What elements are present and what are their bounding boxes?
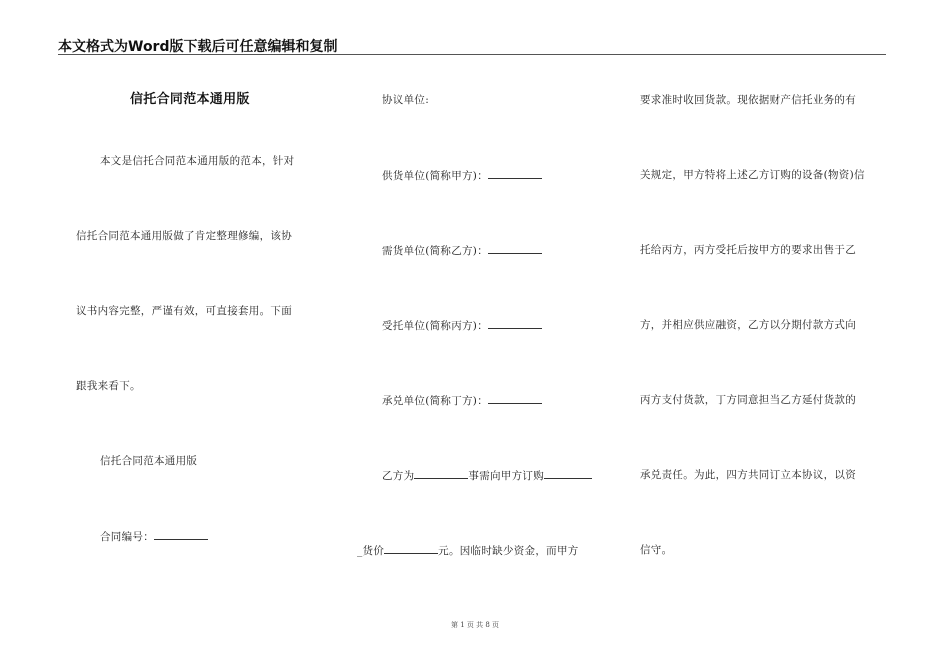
party-c-label: 受托单位(简称丙方)： — [382, 320, 488, 332]
party-d-label: 承兑单位(简称丁方)： — [382, 395, 488, 407]
price-blank — [384, 544, 438, 554]
party-a-blank — [488, 169, 542, 179]
contract-number-field — [100, 530, 208, 543]
intro-line-1: 本文是信托合同范本通用版的范本，针对 — [100, 155, 295, 167]
order-paragraph-line-1 — [382, 469, 592, 482]
order-paragraph-line-2 — [357, 544, 579, 557]
price-text-2: 元。因临时缺少资金，而甲方 — [438, 545, 579, 557]
intro-line-3: 议书内容完整，严谨有效，可直接套用。下面 — [76, 305, 292, 317]
order-text-2: 事需向甲方订购 — [468, 470, 545, 482]
party-d-field — [382, 394, 542, 407]
body-line-5: 丙方支付货款，丁方同意担当乙方延付货款的 — [640, 394, 856, 406]
party-c-blank — [488, 319, 542, 329]
page-number-footer: 第 1 页 共 8 页 — [450, 621, 500, 629]
party-c-field — [382, 319, 542, 332]
party-d-blank — [488, 394, 542, 404]
party-b-blank — [488, 244, 542, 254]
body-line-3: 托给丙方，丙方受托后按甲方的要求出售于乙 — [640, 244, 856, 256]
order-text-1: 乙方为 — [382, 470, 415, 482]
section-subtitle: 信托合同范本通用版 — [100, 455, 198, 467]
body-line-4: 方，并相应供应融资，乙方以分期付款方式向 — [640, 319, 856, 331]
party-a-label: 供货单位(简称甲方)： — [382, 170, 488, 182]
document-title: 信托合同范本通用版 — [130, 92, 250, 107]
body-line-2: 关规定，甲方特将上述乙方订购的设备(物资)信 — [640, 169, 865, 181]
party-b-field — [382, 244, 542, 257]
parties-label: 协议单位: — [382, 94, 430, 106]
header-divider — [58, 54, 886, 55]
intro-line-4: 跟我来看下。 — [76, 380, 141, 392]
order-blank-2 — [544, 469, 592, 479]
order-blank-1 — [414, 469, 468, 479]
contract-number-blank — [154, 530, 208, 540]
price-text-1: _货价 — [357, 545, 385, 557]
intro-line-2: 信托合同范本通用版做了肯定整理修编，该协 — [76, 230, 292, 242]
body-line-6: 承兑责任。为此，四方共同订立本协议，以资 — [640, 469, 856, 481]
party-b-label: 需货单位(简称乙方)： — [382, 245, 488, 257]
contract-number-label: 合同编号： — [100, 531, 154, 543]
party-a-field — [382, 169, 542, 182]
body-line-7: 信守。 — [640, 544, 673, 556]
body-line-1: 要求准时收回货款。现依据财产信托业务的有 — [640, 94, 856, 106]
document-header: 本文格式为Word版下载后可任意编辑和复制 — [58, 39, 338, 55]
